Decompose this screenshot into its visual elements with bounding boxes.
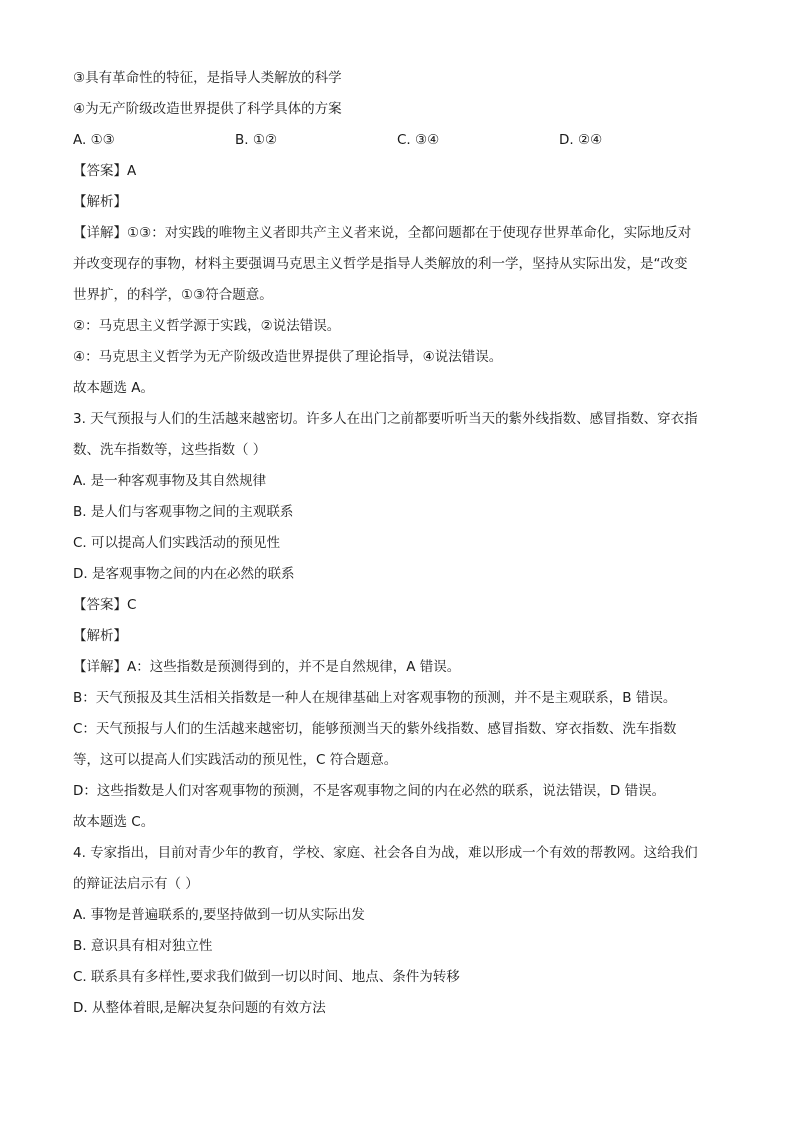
q2-detail-line: ④：马克思主义哲学为无产阶级改造世界提供了理论指导，④说法错误。	[73, 349, 503, 365]
q4-option-c: C. 联系具有多样性,要求我们做到一切以时间、地点、条件为转移	[73, 969, 460, 985]
q3-conclusion: 故本题选 C。	[73, 814, 155, 830]
q2-conclusion: 故本题选 A。	[73, 380, 155, 396]
statement-4: ④为无产阶级改造世界提供了科学具体的方案	[73, 101, 342, 117]
q2-answer: 【答案】A	[73, 163, 137, 179]
q3-option-a: A. 是一种客观事物及其自然规律	[73, 473, 267, 489]
q3-stem-line: 3. 天气预报与人们的生活越来越密切。许多人在出门之前都要听听当天的紫外线指数、感冒指数、穿衣指	[73, 411, 698, 427]
q3-option-d: D. 是客观事物之间的内在必然的联系	[73, 566, 295, 582]
q2-detail-line: 并改变现存的事物，材料主要强调马克思主义哲学是指导人类解放的利一学，坚持从实际出发，是“改变	[73, 256, 688, 272]
q2-option-c: C. ③④	[397, 132, 440, 148]
q3-detail-line: B：天气预报及其生活相关指数是一种人在规律基础上对客观事物的预测，并不是主观联系，B 错误。	[73, 690, 677, 706]
q4-option-b: B. 意识具有相对独立性	[73, 938, 213, 954]
q3-detail-line: C：天气预报与人们的生活越来越密切，能够预测当天的紫外线指数、感冒指数、穿衣指数、洗车指数	[73, 721, 677, 737]
q3-option-c: C. 可以提高人们实践活动的预见性	[73, 535, 281, 551]
q4-option-d: D. 从整体着眼,是解决复杂问题的有效方法	[73, 1000, 326, 1016]
q3-detail-line: 等，这可以提高人们实践活动的预见性，C 符合题意。	[73, 752, 398, 768]
q2-option-d: D. ②④	[559, 132, 603, 148]
q2-detail-line: 世界扩，的科学，①③符合题意。	[73, 287, 273, 303]
q3-option-b: B. 是人们与客观事物之间的主观联系	[73, 504, 294, 520]
q4-option-a: A. 事物是普遍联系的,要坚持做到一切从实际出发	[73, 907, 365, 923]
q2-options	[73, 125, 733, 156]
q3-stem-line: 数、洗车指数等，这些指数（ ）	[73, 442, 267, 458]
q4-stem-line: 4. 专家指出，目前对青少年的教育，学校、家庭、社会各自为战，难以形成一个有效的帮教网。这给我们	[73, 845, 698, 861]
q2-analysis-heading: 【解析】	[73, 194, 127, 210]
document-page	[73, 63, 733, 1024]
q3-analysis-heading: 【解析】	[73, 628, 127, 644]
q2-detail-line: ②：马克思主义哲学源于实践，②说法错误。	[73, 318, 341, 334]
statement-3: ③具有革命性的特征，是指导人类解放的科学	[73, 70, 342, 86]
q2-detail-line: 【详解】①③：对实践的唯物主义者即共产主义者来说，全都问题都在于使现存世界革命化，实际地反对	[73, 225, 692, 241]
q3-detail-line: 【详解】A：这些指数是预测得到的，并不是自然规律，A 错误。	[73, 659, 461, 675]
q2-option-b: B. ①②	[235, 132, 278, 148]
q4-stem-line: 的辩证法启示有（ ）	[73, 876, 199, 892]
q3-answer: 【答案】C	[73, 597, 137, 613]
q2-option-a: A. ①③	[73, 132, 115, 148]
q3-detail-line: D：这些指数是人们对客观事物的预测，不是客观事物之间的内在必然的联系，说法错误，D 错误。	[73, 783, 666, 799]
